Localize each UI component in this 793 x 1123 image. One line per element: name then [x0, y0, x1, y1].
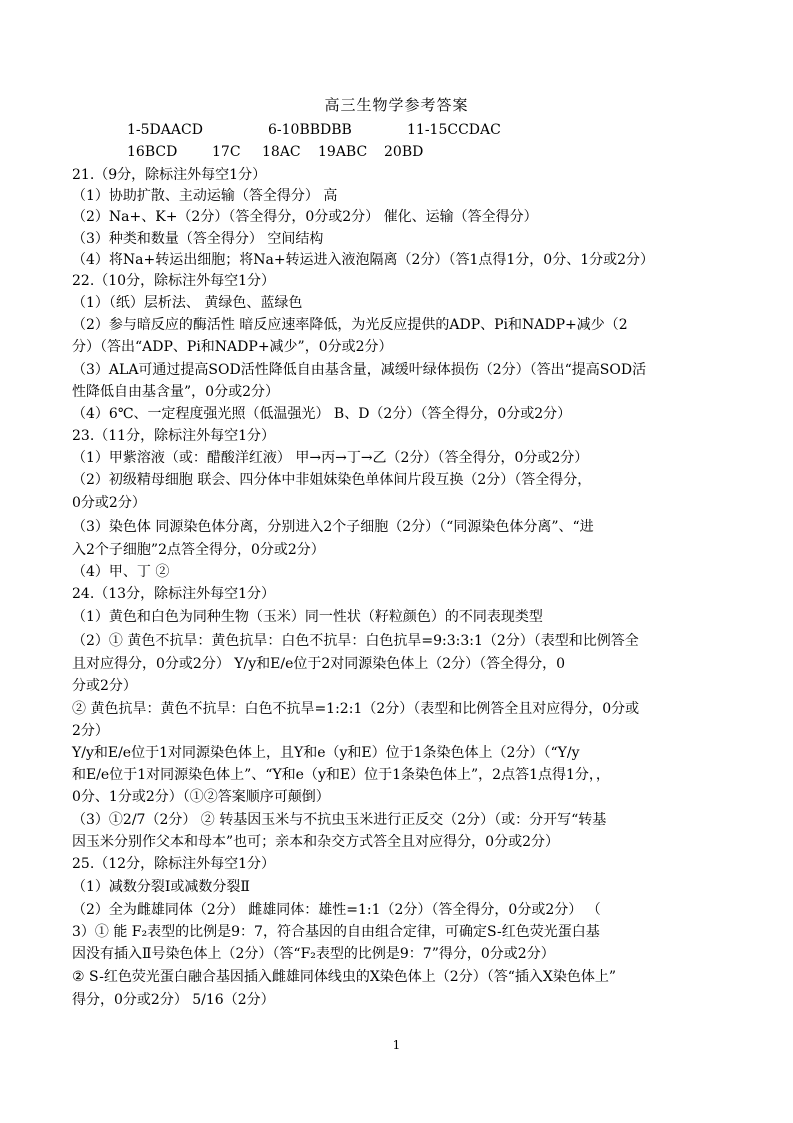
q24-line-1: （1）黄色和白色为同种生物（玉米）同一性状（籽粒颜色）的不同表现类型 [72, 609, 543, 625]
q22-line-1: （1）（纸）层析法、 黄绿色、蓝绿色 [72, 295, 303, 311]
q25-line-3d: 得分，0分或2分） 5/16（2分） [72, 992, 275, 1008]
q23-line-3b: 入2个子细胞”2点答全得分，0分或2分） [72, 542, 325, 558]
q23-line-2: （2）初级精母细胞 联会、四分体中非姐妹染色单体间片段互换（2分）（答全得分， [72, 472, 592, 488]
answer-18: 18AC [262, 144, 301, 160]
q25-line-3: 3）① 能 F₂表型的比例是9：7，符合基因的自由组合定律，可确定S-红色荧光蛋白基 [72, 924, 600, 940]
q24-header: 24.（13分，除标注外每空1分） [72, 586, 275, 602]
q21-line-2: （2）Na+、K+（2分）（答全得分，0分或2分） 催化、运输（答全得分） [72, 209, 538, 225]
answer-range-11-15: 11-15CCDAC [407, 122, 501, 138]
q22-line-4: （4）6℃、一定程度强光照（低温强光） B、D（2分）（答全得分，0分或2分） [72, 406, 572, 422]
q22-line-2b: 分）（答出“ADP、Pi和NADP+减少”，0分或2分） [72, 339, 393, 355]
q24-line-2c: 分或2分） [72, 678, 137, 694]
q23-line-4: （4）甲、丁 ② [72, 564, 170, 580]
q23-line-1: （1）甲紫溶液（或：醋酸洋红液） 甲→丙→丁→乙（2分）（答全得分，0分或2分） [72, 450, 589, 466]
answer-19: 19ABC [318, 144, 368, 160]
q25-line-1: （1）减数分裂Ⅰ或减数分裂Ⅱ [72, 879, 250, 895]
q24-line-2d: ② 黄色抗旱：黄色不抗旱：白色不抗旱=1:2:1（2分）（表型和比例答全且对应得分，0分或 [72, 701, 640, 717]
q24-line-2e: 2分） [72, 723, 109, 739]
q22-line-2: （2）参与暗反应的酶活性 暗反应速率降低，为光反应提供的ADP、Pi和NADP+减少（2 [72, 317, 628, 333]
q25-line-3c: ② S-红色荧光蛋白融合基因插入雌雄同体线虫的X染色体上（2分）（答“插入X染色体上” [72, 969, 616, 985]
answer-range-6-10: 6-10BBDBB [268, 122, 352, 138]
q24-line-3: （3）①2/7（2分） ② 转基因玉米与不抗虫玉米进行正反交（2分）（或：分开写“转基 [72, 812, 607, 828]
page-number: 1 [392, 1038, 401, 1052]
q21-line-3: （3）种类和数量（答全得分） 空间结构 [72, 231, 324, 247]
q24-line-2g: 和E/e位于1对同源染色体上”、“Y和e（y和E）位于1条染色体上”，2点答1点得1分，， [72, 767, 610, 783]
q21-header: 21.（9分，除标注外每空1分） [72, 167, 267, 183]
q25-header: 25.（12分，除标注外每空1分） [72, 856, 275, 872]
q23-line-2b: 0分或2分） [72, 495, 146, 511]
answer-17: 17C [212, 144, 241, 160]
q24-line-2: （2）① 黄色不抗旱：黄色抗旱：白色不抗旱：白色抗旱=9:3:3:1（2分）（表型和比例答全 [72, 633, 639, 649]
q24-line-3b: 因玉米分别作父本和母本”也可；亲本和杂交方式答全且对应得分，0分或2分） [72, 834, 559, 850]
q23-header: 23.（11分，除标注外每空1分） [72, 428, 275, 444]
page-title: 高三生物学参考答案 [324, 96, 469, 114]
answer-16: 16BCD [127, 144, 178, 160]
q24-line-2h: 0分、1分或2分）（①②答案顺序可颠倒） [72, 789, 330, 805]
q21-line-4: （4）将Na+转运出细胞；将Na+转运进入液泡隔离（2分）（答1点得1分，0分、1分或2分） [72, 252, 655, 268]
q24-line-2b: 且对应得分，0分或2分） Y/y和E/e位于2对同源染色体上（2分）（答全得分，0 [72, 656, 566, 672]
q21-line-1: （1）协助扩散、主动运输（答全得分） 高 [72, 188, 338, 204]
q23-line-3: （3）染色体 同源染色体分离，分别进入2个子细胞（2分）（“同源染色体分离”、“进 [72, 519, 594, 535]
q25-line-3b: 因没有插入Ⅱ号染色体上（2分）（答“F₂表型的比例是9：7”得分，0分或2分） [72, 946, 555, 962]
q22-line-3b: 性降低自由基含量”，0分或2分） [72, 384, 279, 400]
answer-20: 20BD [384, 144, 424, 160]
q24-line-2f: Y/y和E/e位于1对同源染色体上，且Y和e（y和E）位于1条染色体上（2分）（“Y/y [72, 745, 580, 761]
q22-header: 22.（10分，除标注外每空1分） [72, 273, 275, 289]
answer-range-1-5: 1-5DAACD [127, 122, 203, 138]
q25-line-2: （2）全为雌雄同体（2分） 雌雄同体：雄性=1:1（2分）（答全得分，0分或2分） （ [72, 902, 601, 918]
q22-line-3: （3）ALA可通过提高SOD活性降低自由基含量，减缓叶绿体损伤（2分）（答出“提高SOD活 [72, 362, 647, 378]
